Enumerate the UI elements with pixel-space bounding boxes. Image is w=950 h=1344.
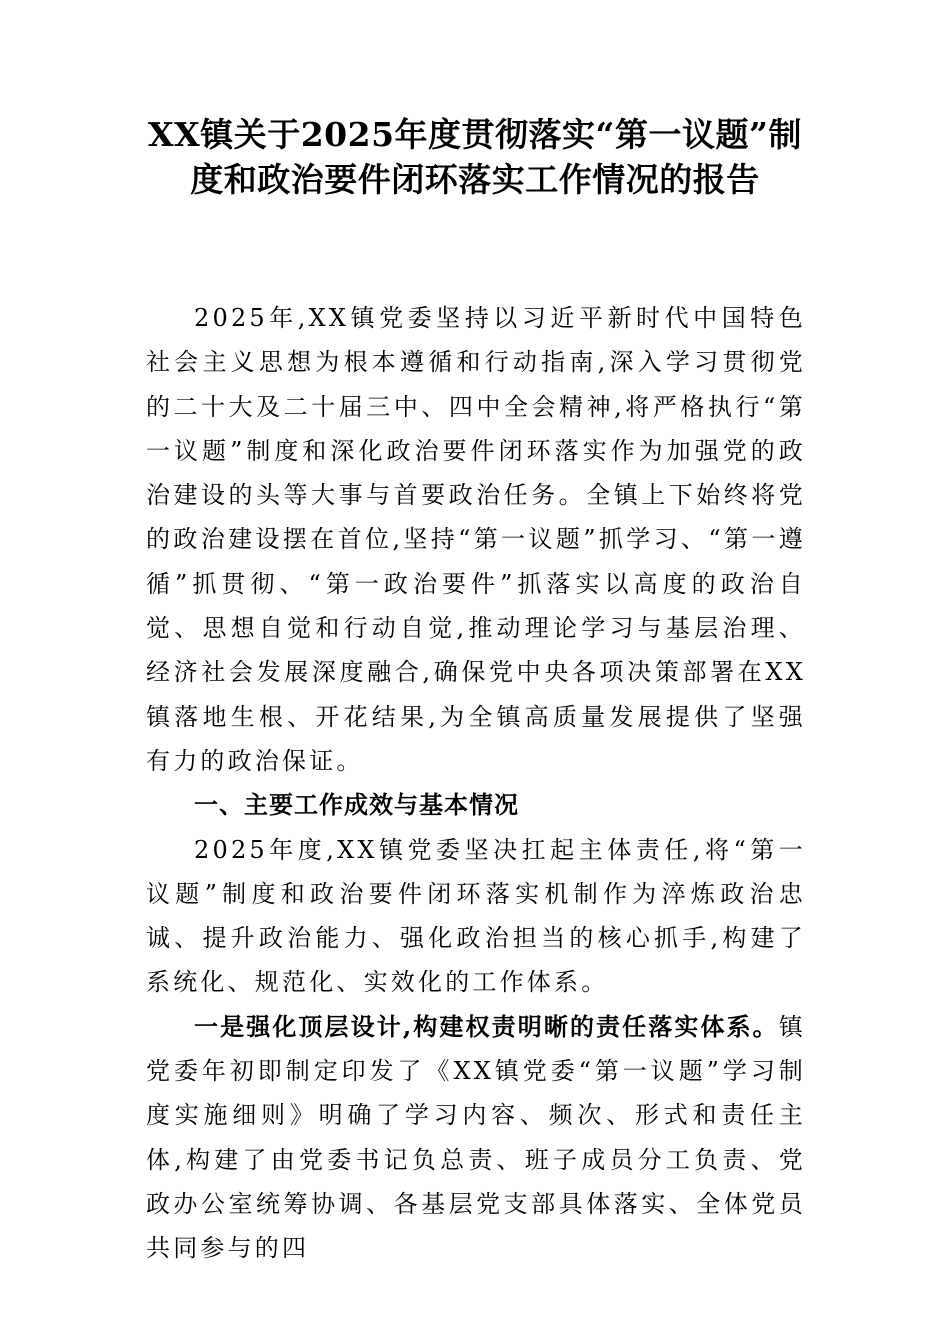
point-paragraph [146, 1005, 806, 1271]
intro-paragraph: 2025年,XX镇党委坚持以习近平新时代中国特色社会主义思想为根本遵循和行动指南,深入学习贯彻党的二十大及二十届三中、四中全会精神,将严格执行“第一议题”制度和深化政治要件闭环落实作为加强党的政治建设的头等大事与首要政治任务。全镇上下始终将党的政治建设摆在首位,坚持“第一议题”抓学习、“第一遵循”抓贯彻、“第一政治要件”抓落实以高度的政治自觉、思想自觉和行动自觉,推动理论学习与基层治理、经济社会发展深度融合,确保党中央各项决策部署在XX镇落地生根、开花结果,为全镇高质量发展提供了坚强有力的政治保证。 [146, 304, 806, 775]
document-body [146, 296, 806, 1271]
document-title: XX镇关于2025年度贯彻落实“第一议题”制度和政治要件闭环落实工作情况的报告 [147, 115, 803, 199]
point-lead: 一是强化顶层设计,构建权责明晰的责任落实体系。 [194, 1011, 779, 1041]
section-paragraph: 2025年度,XX镇党委坚决扛起主体责任,将“第一议题”制度和政治要件闭环落实机制作为淬炼政治忠诚、提升政治能力、强化政治担当的核心抓手,构建了系统化、规范化、实效化的工作体系。 [146, 835, 806, 997]
section-heading: 一、主要工作成效与基本情况 [194, 791, 519, 820]
point-body: 镇党委年初即制定印发了《XX镇党委“第一议题”学习制度实施细则》明确了学习内容、频次、形式和责任主体,构建了由党委书记负总责、班子成员分工负责、党政办公室统筹协调、各基层党支部具体落实、全体党员共同参与的四 [146, 1012, 806, 1263]
